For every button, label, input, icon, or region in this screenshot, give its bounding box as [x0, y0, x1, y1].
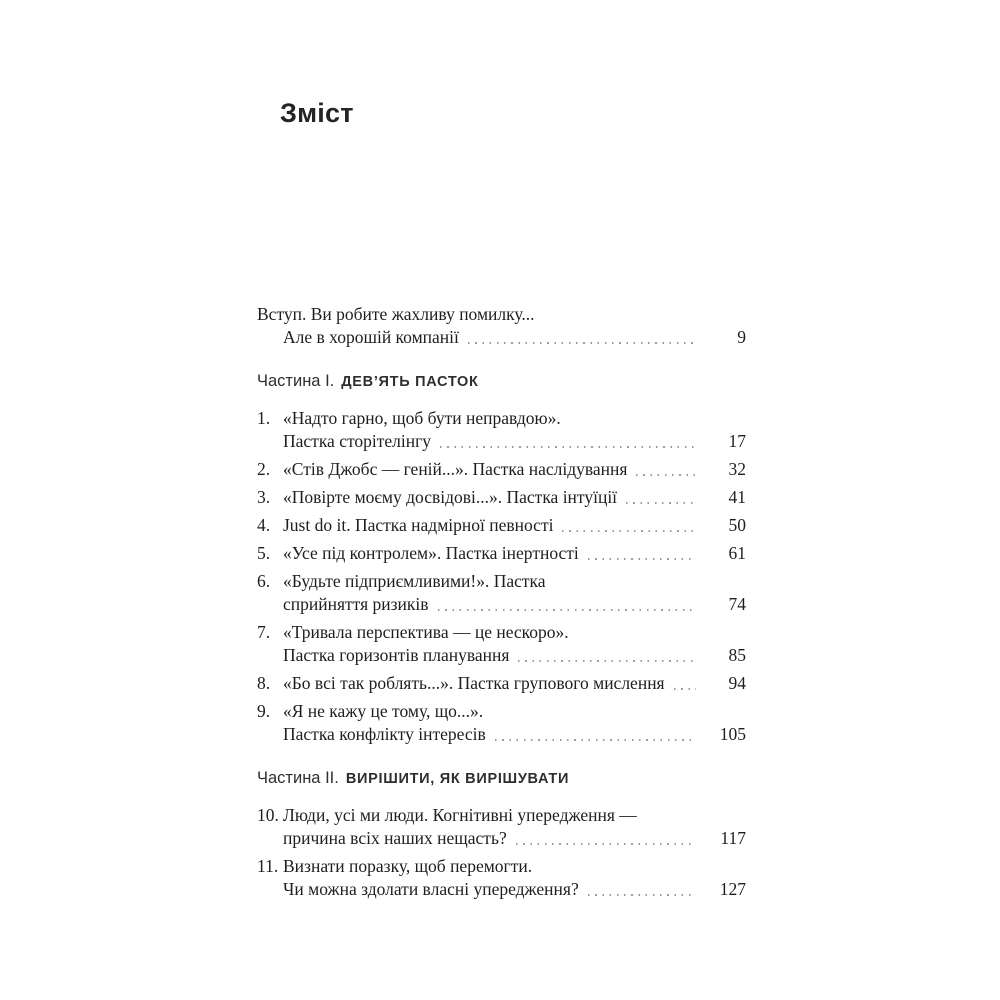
- entry-text: причина всіх наших нещасть?: [283, 828, 507, 848]
- entry-body: [283, 804, 746, 850]
- entry-body: [283, 700, 746, 746]
- toc-entry: [257, 570, 746, 616]
- entry-line: [283, 430, 746, 453]
- entry-text: Вступ. Ви робите жахливу помилку...: [257, 304, 535, 324]
- dot-leader: [562, 530, 696, 532]
- entry-line: [283, 804, 746, 827]
- toc-entry: [257, 514, 746, 537]
- dot-leader: [626, 502, 696, 504]
- entry-number: 6.: [257, 571, 271, 591]
- toc-entry: [257, 621, 746, 667]
- entry-body: [283, 407, 746, 453]
- dot-leader: [588, 894, 696, 896]
- entry-text: Але в хорошій компанії: [283, 327, 459, 347]
- page-number: 94: [728, 673, 746, 693]
- page-number: 85: [728, 645, 746, 665]
- entry-line: [283, 458, 746, 481]
- page-number: 41: [728, 487, 746, 507]
- entry-body: [283, 542, 746, 565]
- section-heading: [257, 766, 746, 791]
- entry-number: 2.: [257, 459, 271, 479]
- entry-line: [283, 672, 746, 695]
- entry-number: 1.: [257, 408, 271, 428]
- table-of-contents: [257, 303, 746, 906]
- dot-leader: [495, 739, 696, 741]
- entry-body: [283, 458, 746, 481]
- entry-body: [257, 303, 746, 349]
- page-number: 127: [719, 879, 746, 899]
- entry-text: «Бо всі так роблять...». Пастка групового мислення: [283, 673, 665, 693]
- toc-entry: [257, 855, 746, 901]
- dot-leader: [516, 843, 696, 845]
- entry-number: 9.: [257, 701, 271, 721]
- section-label: Частина I.: [257, 372, 335, 390]
- page-number: 17: [728, 431, 746, 451]
- toc-entry: [257, 700, 746, 746]
- entry-line: [283, 542, 746, 565]
- entry-text: «Тривала перспектива — це нескоро».: [283, 622, 569, 642]
- entry-text: «Надто гарно, щоб бути неправдою».: [283, 408, 561, 428]
- entry-line: [283, 326, 746, 349]
- page-number: 50: [728, 515, 746, 535]
- entry-text: «Усе під контролем». Пастка інертності: [283, 543, 579, 563]
- entry-body: [283, 514, 746, 537]
- entry-text: «Будьте підприємливими!». Пастка: [283, 571, 546, 591]
- entry-line: [283, 486, 746, 509]
- entry-text: Пастка горизонтів планування: [283, 645, 510, 665]
- entry-line: [283, 827, 746, 850]
- dot-leader: [518, 660, 696, 662]
- entry-body: [283, 486, 746, 509]
- dot-leader: [588, 558, 696, 560]
- dot-leader: [468, 342, 696, 344]
- entry-number: 7.: [257, 622, 271, 642]
- toc-entry: [257, 486, 746, 509]
- entry-line: [283, 644, 746, 667]
- entry-text: сприйняття ризиків: [283, 594, 429, 614]
- entry-text: «Я не кажу це тому, що...».: [283, 701, 484, 721]
- dot-leader: [674, 688, 696, 690]
- entry-line: [283, 621, 746, 644]
- entry-number: 8.: [257, 673, 271, 693]
- entry-text: Пастка конфлікту інтересів: [283, 724, 486, 744]
- entry-line: [283, 570, 746, 593]
- entry-text: Люди, усі ми люди. Когнітивні упередження —: [283, 805, 637, 825]
- entry-line: [257, 303, 746, 326]
- page-title: Зміст: [280, 98, 354, 128]
- section-heading: [257, 369, 746, 394]
- entry-number: 4.: [257, 515, 271, 535]
- page-number: 32: [728, 459, 746, 479]
- entry-line: [283, 700, 746, 723]
- entry-line: [283, 593, 746, 616]
- entry-line: [283, 723, 746, 746]
- entry-text: «Стів Джобс — геній...». Пастка наслідування: [283, 459, 628, 479]
- toc-entry: [257, 542, 746, 565]
- entry-body: [283, 855, 746, 901]
- entry-number: 5.: [257, 543, 271, 563]
- entry-line: [283, 514, 746, 537]
- page-number: 9: [737, 327, 746, 347]
- entry-text: «Повірте моєму досвідові...». Пастка інтуїції: [283, 487, 618, 507]
- toc-entry: [257, 804, 746, 850]
- toc-entry: [257, 407, 746, 453]
- section-title: ВИРІШИТИ, ЯК ВИРІШУВАТИ: [345, 771, 570, 787]
- entry-body: [283, 621, 746, 667]
- toc-entry: [257, 458, 746, 481]
- entry-text: Пастка сторітелінгу: [283, 431, 432, 451]
- page-number: 74: [728, 594, 746, 614]
- section-title: ДЕВ’ЯТЬ ПАСТОК: [341, 374, 479, 390]
- dot-leader: [438, 609, 696, 611]
- entry-text: Just do it. Пастка надмірної певності: [283, 515, 554, 535]
- entry-line: [283, 878, 746, 901]
- entry-line: [283, 407, 746, 430]
- entry-number: 3.: [257, 487, 271, 507]
- entry-text: Чи можна здолати власні упередження?: [283, 879, 579, 899]
- section-label: Частина II.: [257, 769, 339, 787]
- entry-body: [283, 672, 746, 695]
- page-number: 117: [720, 828, 746, 848]
- toc-entry: [257, 672, 746, 695]
- entry-body: [283, 570, 746, 616]
- entry-line: [283, 855, 746, 878]
- entry-number: 10.: [257, 805, 279, 825]
- dot-leader: [440, 446, 696, 448]
- entry-number: 11.: [257, 856, 279, 876]
- page-number: 105: [719, 724, 746, 744]
- entry-text: Визнати поразку, щоб перемогти.: [283, 856, 533, 876]
- toc-entry: [257, 303, 746, 349]
- page-number: 61: [728, 543, 746, 563]
- dot-leader: [636, 474, 696, 476]
